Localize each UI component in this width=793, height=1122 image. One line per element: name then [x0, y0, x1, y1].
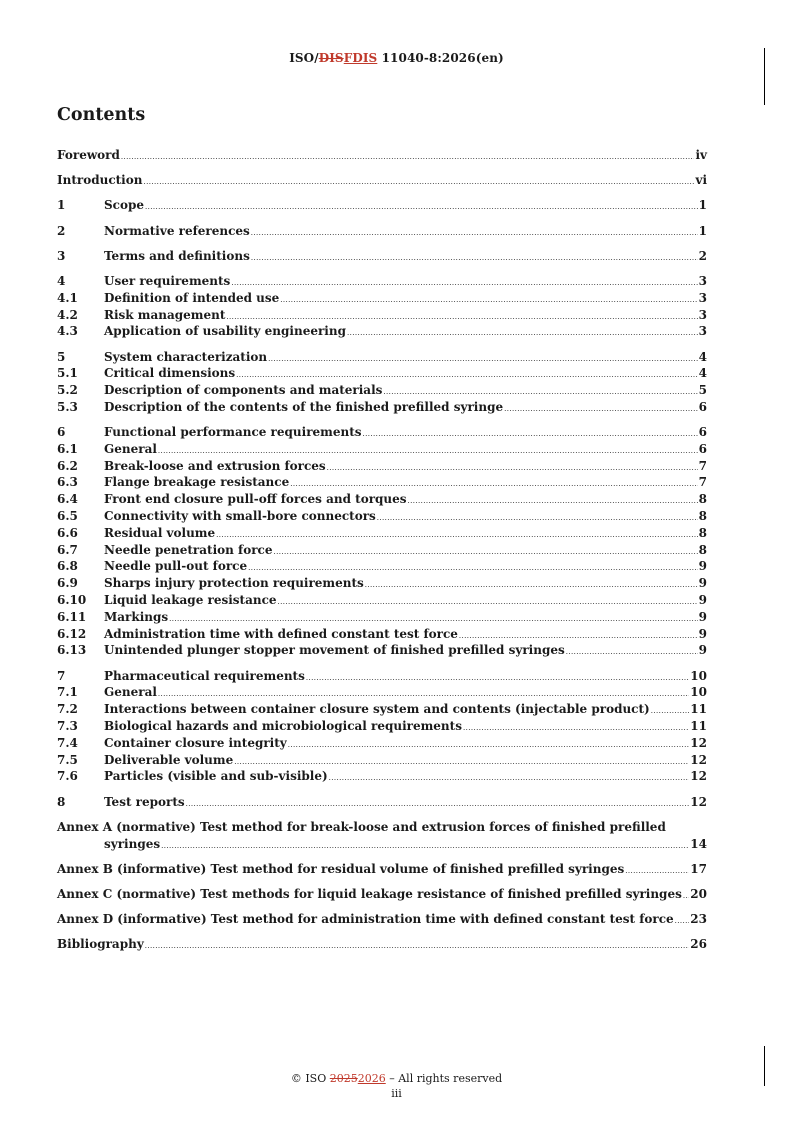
page-number: iii — [391, 1087, 402, 1100]
toc-entry-title: Test reports — [104, 794, 185, 809]
toc-entry-number: 4.3 — [57, 324, 78, 339]
toc-entry-page: 9 — [698, 593, 707, 608]
toc-entry-title: System characterization — [104, 349, 268, 364]
toc-entry-page: 3 — [698, 324, 707, 339]
dot-leader — [251, 252, 698, 264]
toc-entry-number: 4.1 — [57, 290, 78, 305]
toc-entry[interactable] — [57, 684, 707, 701]
table-of-contents — [57, 147, 707, 953]
toc-entry[interactable] — [57, 399, 707, 416]
header-prefix: ISO/ — [289, 51, 319, 65]
toc-annex-title: Annex C (normative) Test methods for liquid leakage resistance of finished prefilled syringes — [57, 886, 682, 901]
toc-entry-title: Introduction — [57, 173, 143, 188]
dot-leader — [145, 201, 698, 213]
toc-entry-number: 7.1 — [57, 685, 78, 700]
dot-leader — [329, 772, 690, 784]
toc-annex-title-line1: Annex A (normative) Test method for break-loose and extrusion forces of finished prefilled — [57, 819, 666, 834]
toc-entry-number: 7.2 — [57, 702, 78, 717]
dot-leader — [226, 311, 697, 323]
toc-entry-title: User requirements — [104, 273, 231, 288]
toc-entry-page: 4 — [698, 366, 707, 381]
toc-entry-page: 9 — [698, 559, 707, 574]
toc-entry-page: 1 — [698, 223, 707, 238]
toc-entry-title: Flange breakage resistance — [104, 475, 290, 490]
toc-entry-page: 7 — [698, 458, 707, 473]
toc-annex-entry[interactable] — [57, 819, 707, 853]
toc-entry-page: 7 — [698, 475, 707, 490]
toc-entry-page: 10 — [690, 668, 707, 683]
toc-entry-title: Description of the contents of the finished prefilled syringe — [104, 399, 504, 414]
toc-annex-row — [57, 861, 707, 878]
dot-leader — [161, 840, 689, 852]
toc-entry-page: 8 — [698, 525, 707, 540]
dot-leader — [231, 277, 697, 289]
toc-entry-title: Critical dimensions — [104, 366, 236, 381]
toc-entry[interactable] — [57, 323, 707, 340]
dot-leader — [408, 495, 698, 507]
toc-entry[interactable] — [57, 718, 707, 735]
header-suffix: 11040-8:2026(en) — [377, 51, 504, 65]
dot-leader — [288, 739, 690, 751]
toc-entry-number: 4.2 — [57, 307, 78, 322]
dot-leader — [273, 546, 697, 558]
toc-entry-page: iv — [695, 148, 707, 162]
toc-annex-page: 26 — [690, 937, 707, 952]
toc-entry[interactable] — [57, 794, 707, 811]
toc-entry[interactable] — [57, 668, 707, 685]
copyright-line — [0, 1071, 793, 1086]
toc-entry[interactable] — [57, 491, 707, 508]
toc-entry[interactable] — [57, 525, 707, 542]
toc-entry-page: 6 — [698, 441, 707, 456]
toc-entry[interactable] — [57, 172, 707, 189]
toc-entry[interactable] — [57, 768, 707, 785]
dot-leader — [651, 705, 690, 717]
toc-entry-title: General — [104, 441, 157, 456]
toc-entry-number: 5.3 — [57, 399, 78, 414]
toc-entry[interactable] — [57, 474, 707, 491]
toc-entry-page: 9 — [698, 609, 707, 624]
toc-entry-title: Foreword — [57, 148, 120, 162]
toc-entry-number: 6.11 — [57, 609, 87, 624]
toc-entry-title: Description of components and materials — [104, 383, 383, 398]
toc-annex-row — [57, 936, 707, 953]
toc-entry-title: Definition of intended use — [104, 290, 280, 305]
toc-entry[interactable] — [57, 458, 707, 475]
toc-entry[interactable] — [57, 542, 707, 559]
toc-annex-page: 23 — [690, 912, 707, 927]
toc-annex-entry[interactable] — [57, 886, 707, 903]
dot-leader — [121, 151, 695, 163]
toc-entries — [57, 147, 707, 810]
toc-entry-page: 6 — [698, 399, 707, 414]
toc-entry-page: 9 — [698, 643, 707, 658]
document-header — [0, 51, 793, 65]
toc-entry-page: 8 — [698, 509, 707, 524]
toc-entry-page: 6 — [698, 425, 707, 440]
toc-entry-number: 6.2 — [57, 458, 78, 473]
toc-entry-title: Functional performance requirements — [104, 425, 362, 440]
toc-entry-title: Needle pull-out force — [104, 559, 248, 574]
toc-entry-page: 1 — [698, 198, 707, 213]
toc-entry-number: 4 — [57, 273, 66, 288]
toc-entry[interactable] — [57, 273, 707, 290]
toc-entry-page: 8 — [698, 492, 707, 507]
dot-leader — [290, 478, 697, 490]
toc-entry-title: Front end closure pull-off forces and torques — [104, 492, 407, 507]
toc-entry-title: Container closure integrity — [104, 735, 287, 750]
toc-entry-title: Unintended plunger stopper movement of finished prefilled syringes — [104, 643, 565, 658]
dot-leader — [459, 630, 698, 642]
header-deleted-text: DIS — [318, 51, 344, 65]
dot-leader — [280, 294, 697, 306]
dot-leader — [216, 529, 698, 541]
dot-leader — [145, 940, 690, 952]
toc-entry[interactable] — [57, 290, 707, 307]
toc-entry-number: 6.5 — [57, 509, 78, 524]
toc-entry-page: 9 — [698, 626, 707, 641]
toc-annex-entry[interactable] — [57, 861, 707, 878]
toc-entry[interactable] — [57, 307, 707, 324]
toc-annexes — [57, 819, 707, 953]
toc-entry-number: 5.1 — [57, 366, 78, 381]
dot-leader — [377, 512, 698, 524]
toc-annex-title-line2 — [57, 836, 707, 853]
toc-entry-title: Markings — [104, 609, 169, 624]
toc-entry[interactable] — [57, 223, 707, 240]
toc-entry-number: 6.1 — [57, 441, 78, 456]
toc-entry[interactable] — [57, 626, 707, 643]
toc-entry-page: 4 — [698, 349, 707, 364]
dot-leader — [169, 613, 698, 625]
dot-leader — [625, 865, 689, 877]
dot-leader — [683, 890, 689, 902]
toc-annex-row — [57, 911, 707, 928]
toc-annex-title-continuation: syringes — [104, 836, 161, 851]
dot-leader — [327, 462, 698, 474]
toc-entry-title: Residual volume — [104, 525, 216, 540]
toc-annex-title: Annex B (informative) Test method for residual volume of finished prefilled syringes — [57, 861, 625, 876]
toc-entry-page: 12 — [690, 794, 707, 809]
toc-entry-number: 3 — [57, 248, 66, 263]
footer-inserted-year: 2026 — [357, 1072, 386, 1085]
toc-entry-title: Administration time with defined constant test force — [104, 626, 458, 641]
toc-entry-title: Terms and definitions — [104, 248, 250, 263]
dot-leader — [236, 369, 697, 381]
toc-entry-title: Liquid leakage resistance — [104, 593, 277, 608]
toc-entry-number: 7 — [57, 668, 66, 683]
toc-entry-number: 6.7 — [57, 542, 78, 557]
dot-leader — [675, 915, 690, 927]
toc-entry-number: 6.6 — [57, 525, 78, 540]
toc-entry-number: 6.3 — [57, 475, 78, 490]
toc-entry-number: 7.6 — [57, 769, 78, 784]
toc-annex-page: 14 — [690, 836, 707, 851]
toc-entry-page: 8 — [698, 542, 707, 557]
toc-entry-title: Connectivity with small-bore connectors — [104, 509, 376, 524]
footer-deleted-year: 2025 — [329, 1072, 358, 1085]
footer-suffix: – All rights reserved — [385, 1072, 503, 1085]
dot-leader — [268, 353, 698, 365]
toc-entry-number: 6.4 — [57, 492, 78, 507]
dot-leader — [143, 176, 694, 188]
dot-leader — [158, 688, 689, 700]
toc-entry-title: Pharmaceutical requirements — [104, 668, 305, 683]
toc-entry-number: 6.12 — [57, 626, 87, 641]
toc-entry-number: 6.8 — [57, 559, 78, 574]
toc-entry-page: 9 — [698, 576, 707, 591]
toc-entry-page: 2 — [698, 248, 707, 263]
toc-entry[interactable] — [57, 752, 707, 769]
toc-entry[interactable] — [57, 508, 707, 525]
toc-entry-page: 12 — [690, 769, 707, 784]
dot-leader — [278, 596, 698, 608]
toc-entry-title: Scope — [104, 198, 145, 213]
toc-annex-title: Bibliography — [57, 937, 144, 952]
toc-entry-page: vi — [695, 173, 707, 188]
dot-leader — [186, 798, 690, 810]
toc-entry-title: General — [104, 685, 157, 700]
toc-entry-number: 2 — [57, 223, 66, 238]
toc-entry-number: 1 — [57, 198, 66, 213]
toc-entry-page: 3 — [698, 273, 707, 288]
toc-entry[interactable] — [57, 382, 707, 399]
dot-leader — [251, 227, 698, 239]
dot-leader — [463, 722, 689, 734]
toc-entry[interactable] — [57, 592, 707, 609]
toc-entry-title: Needle penetration force — [104, 542, 273, 557]
dot-leader — [566, 646, 698, 658]
toc-entry-title: Break-loose and extrusion forces — [104, 458, 326, 473]
toc-entry-number: 6 — [57, 425, 66, 440]
toc-entry-title: Particles (visible and sub-visible) — [104, 769, 328, 784]
toc-entry-page: 12 — [690, 735, 707, 750]
toc-entry-page: 11 — [690, 702, 707, 717]
toc-entry-number: 5.2 — [57, 383, 78, 398]
toc-entry[interactable] — [57, 558, 707, 575]
toc-entry[interactable] — [57, 365, 707, 382]
toc-entry-title: Deliverable volume — [104, 752, 234, 767]
toc-entry-title: Interactions between container closure system and contents (injectable product) — [104, 702, 650, 717]
dot-leader — [158, 445, 698, 457]
toc-entry-page: 3 — [698, 307, 707, 322]
toc-annex-page: 20 — [690, 886, 707, 901]
header-inserted-text: FDIS — [343, 51, 378, 65]
toc-entry[interactable] — [57, 197, 707, 214]
dot-leader — [234, 756, 689, 768]
toc-entry-number: 7.4 — [57, 735, 78, 750]
toc-entry-title: Application of usability engineering — [104, 324, 346, 339]
toc-annex-entry[interactable] — [57, 911, 707, 928]
dot-leader — [363, 428, 698, 440]
toc-entry-title: Risk management — [104, 307, 226, 322]
toc-entry-number: 5 — [57, 349, 66, 364]
toc-entry-number: 6.10 — [57, 593, 87, 608]
dot-leader — [383, 386, 697, 398]
toc-entry-page: 12 — [690, 752, 707, 767]
toc-entry[interactable] — [57, 575, 707, 592]
toc-entry-title: Normative references — [104, 223, 250, 238]
toc-annex-entry[interactable] — [57, 936, 707, 953]
toc-annex-title: Annex D (informative) Test method for administration time with defined constant test force — [57, 912, 674, 927]
toc-entry-page: 3 — [698, 290, 707, 305]
dot-leader — [504, 403, 698, 415]
dot-leader — [365, 579, 698, 591]
footer-prefix: © ISO — [290, 1072, 330, 1085]
toc-entry[interactable] — [57, 441, 707, 458]
document-footer — [0, 1071, 793, 1101]
dot-leader — [347, 327, 698, 339]
toc-entry-number: 6.9 — [57, 576, 78, 591]
toc-entry-page: 10 — [690, 685, 707, 700]
dot-leader — [306, 672, 689, 684]
toc-entry[interactable] — [57, 642, 707, 659]
toc-entry-number: 7.3 — [57, 719, 78, 734]
toc-entry[interactable] — [57, 424, 707, 441]
toc-entry[interactable] — [57, 349, 707, 366]
toc-entry[interactable] — [57, 701, 707, 718]
toc-entry-number: 8 — [57, 794, 66, 809]
toc-entry-number: 6.13 — [57, 643, 87, 658]
toc-entry[interactable] — [57, 609, 707, 626]
toc-entry-title: Biological hazards and microbiological requirements — [104, 719, 462, 734]
toc-entry[interactable] — [57, 147, 707, 164]
toc-entry[interactable] — [57, 248, 707, 265]
toc-annex-page: 17 — [690, 861, 707, 876]
toc-entry[interactable] — [57, 735, 707, 752]
toc-annex-row — [57, 886, 707, 903]
contents-title: Contents — [57, 105, 146, 125]
toc-entry-page: 5 — [698, 383, 707, 398]
toc-entry-title: Sharps injury protection requirements — [104, 576, 364, 591]
toc-entry-number: 7.5 — [57, 752, 78, 767]
toc-entry-page: 11 — [690, 719, 707, 734]
dot-leader — [248, 562, 698, 574]
